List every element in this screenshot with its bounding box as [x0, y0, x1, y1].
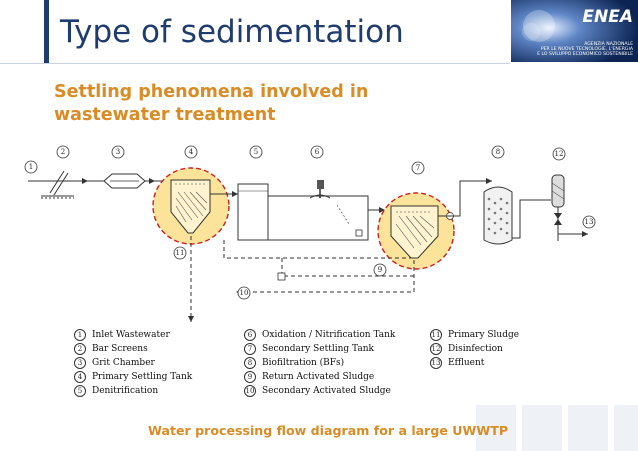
- legend-item: [244, 342, 374, 356]
- callout-6: 6: [314, 148, 320, 156]
- callout-9: 9: [377, 266, 383, 274]
- legend-label: Disinfection: [448, 344, 503, 354]
- decor-square: [522, 405, 562, 451]
- legend-num: 9: [244, 371, 256, 383]
- legend-label: Primary Settling Tank: [92, 372, 193, 382]
- callout-5: 5: [253, 148, 259, 156]
- legend-num: 13: [431, 359, 441, 367]
- callout-10: 10: [239, 289, 249, 297]
- decor-square: [614, 405, 638, 451]
- legend-item: [430, 356, 484, 370]
- biofilter-shape: [484, 187, 512, 244]
- legend-item: [244, 370, 374, 384]
- legend-num: 3: [74, 357, 86, 369]
- logo-line-1: AGENZIA NAZIONALE: [584, 42, 633, 47]
- legend-label: Secondary Activated Sludge: [262, 386, 391, 396]
- callout-8: 8: [495, 148, 501, 156]
- legend-label: Secondary Settling Tank: [262, 344, 374, 354]
- aerator-icon: [310, 180, 330, 198]
- legend-label: Primary Sludge: [448, 330, 520, 340]
- bar-screens-icon: [41, 171, 74, 198]
- logo-line-3: E LO SVILUPPO ECONOMICO SOSTENIBILE: [537, 52, 633, 57]
- legend-item: [244, 328, 395, 342]
- legend-num: 11: [431, 331, 441, 339]
- callout-11: 11: [175, 249, 185, 257]
- legend-label: Inlet Wastewater: [92, 330, 170, 340]
- disinfection-shape: [552, 175, 564, 234]
- oxidation-tank-shape: [268, 196, 368, 240]
- legend-item: [244, 356, 344, 370]
- subtitle-line-1: Settling phenomena involved in: [54, 82, 369, 102]
- callout-2: 2: [60, 148, 66, 156]
- subtitle-line-2: wastewater treatment: [54, 105, 276, 125]
- sludge-lines: [191, 236, 414, 322]
- slide-title: Type of sedimentation: [60, 14, 404, 50]
- legend-num: 10: [245, 387, 255, 395]
- legend-label: Denitrification: [92, 386, 159, 396]
- legend-num: 7: [244, 343, 256, 355]
- callout-7: 7: [415, 164, 421, 172]
- legend-num: 12: [431, 345, 441, 353]
- legend-label: Bar Screens: [92, 344, 148, 354]
- logo-mark: ENEA: [582, 7, 633, 27]
- legend-item: [244, 384, 391, 398]
- legend-label: Biofiltration (BFs): [262, 358, 345, 368]
- figure-caption: Water processing flow diagram for a large UWWTP: [148, 423, 509, 438]
- denitrification-tank-shape: [238, 184, 268, 240]
- legend-item: [74, 384, 158, 398]
- legend-num: 4: [74, 371, 86, 383]
- legend-num: 1: [74, 329, 86, 341]
- callout-12: 12: [554, 150, 564, 158]
- legend-num: 2: [74, 343, 86, 355]
- callout-3: 3: [115, 148, 121, 156]
- callout-13: 13: [584, 218, 594, 226]
- callout-1: 1: [28, 163, 34, 171]
- legend-item: [74, 342, 148, 356]
- legend-item: [430, 342, 503, 356]
- legend-label: Effluent: [448, 358, 485, 368]
- legend-item: [430, 328, 519, 342]
- legend-label: Grit Chamber: [92, 358, 155, 368]
- legend-item: [74, 328, 170, 342]
- legend-num: 6: [244, 329, 256, 341]
- legend-label: Return Activated Sludge: [262, 372, 375, 382]
- logo-line-2: PER LE NUOVE TECNOLOGIE, L'ENERGIA: [540, 47, 633, 52]
- legend-label: Oxidation / Nitrification Tank: [262, 330, 396, 340]
- legend-num: 8: [244, 357, 256, 369]
- legend-num: 5: [74, 385, 86, 397]
- legend-item: [74, 356, 155, 370]
- decor-square: [568, 405, 608, 451]
- callout-4: 4: [188, 148, 194, 156]
- legend-item: [74, 370, 192, 384]
